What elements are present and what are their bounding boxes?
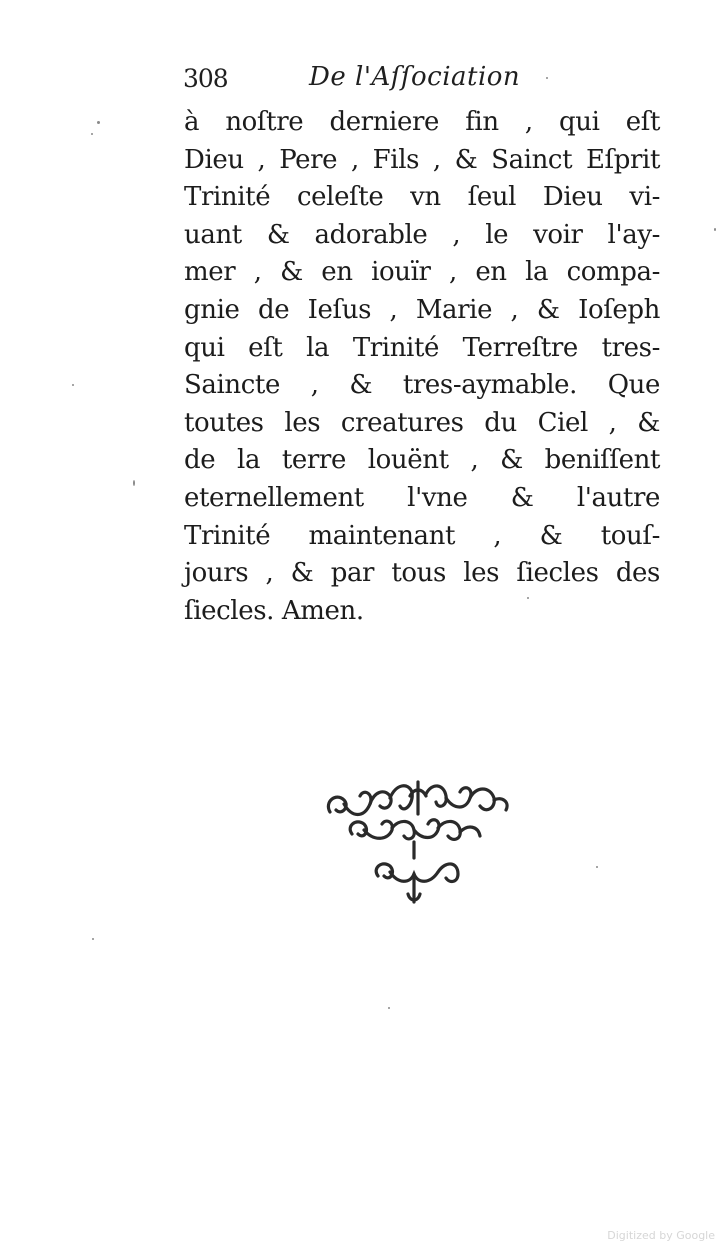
- running-title: De l'Aſſociation: [309, 62, 521, 92]
- page-number: 308: [183, 64, 228, 93]
- printers-ornament: [318, 774, 528, 914]
- digitization-watermark: Digitized by Google: [607, 1229, 715, 1242]
- text-line: Trinité celeſte vn ſeul Dieu vi-: [184, 182, 660, 213]
- text-line: jours , & par tous les ſiecles des: [184, 558, 660, 589]
- text-line: à noſtre derniere fin , qui eſt: [184, 107, 660, 137]
- text-line: gnie de Ieſus , Marie , & Ioſeph: [184, 294, 660, 325]
- text-line: Trinité maintenant , & touſ-: [184, 520, 660, 551]
- text-line-last: ſiecles. Amen.: [184, 595, 364, 626]
- text-line: uant & adorable , le voir l'ay-: [184, 219, 660, 250]
- text-line: eternellement l'vne & l'autre: [184, 482, 660, 513]
- running-head: [183, 62, 663, 102]
- text-line: Saincte , & tres-aymable. Que: [184, 370, 660, 401]
- text-line: mer , & en iouïr , en la compa-: [184, 257, 660, 288]
- text-line: de la terre louënt , & beniſſent: [184, 445, 660, 476]
- text-line: qui eſt la Trinité Terreſtre tres-: [184, 332, 660, 363]
- text-line: toutes les creatures du Ciel , &: [184, 407, 660, 438]
- text-line: Dieu , Pere , Fils , & Sainct Eſprit: [184, 144, 660, 175]
- body-text: [184, 104, 660, 630]
